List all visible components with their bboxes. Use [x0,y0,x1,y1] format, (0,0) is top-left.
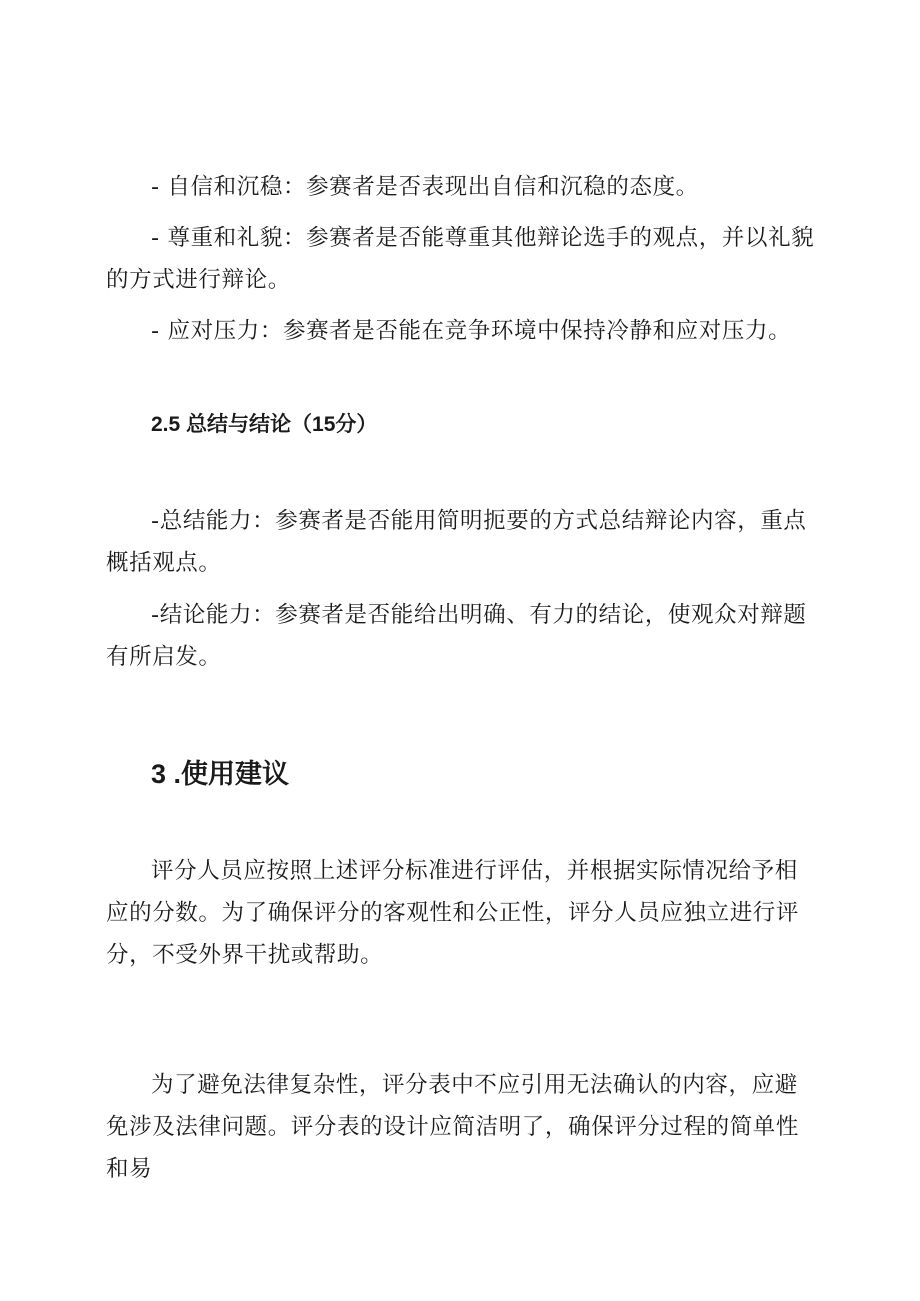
usage-paragraph-2: 为了避免法律复杂性，评分表中不应引用无法确认的内容，应避免涉及法律问题。评分表的设计应简洁明了，确保评分过程的简单性和易 [106,1072,800,1182]
criterion-summary: -总结能力：参赛者是否能用简明扼要的方式总结辩论内容，重点概括观点。 [106,508,807,576]
criterion-conclusion: -结论能力：参赛者是否能给出明确、有力的结论，使观众对辩题有所启发。 [106,602,807,670]
section-2-5-heading: 2.5 总结与结论（15分） [151,413,378,436]
criterion-pressure: - 应对压力：参赛者是否能在竞争环境中保持冷静和应对压力。 [151,318,792,344]
criterion-confidence: - 自信和沉稳：参赛者是否表现出自信和沉稳的态度。 [151,174,699,200]
criterion-respect: - 尊重和礼貌：参赛者是否能尊重其他辩论选手的观点，并以礼貌的方式进行辩论。 [106,225,815,293]
section-3-heading: 3 .使用建议 [151,759,290,789]
usage-paragraph-1: 评分人员应按照上述评分标准进行评估，并根据实际情况给予相应的分数。为了确保评分的客观性和公正性，评分人员应独立进行评分，不受外界干扰或帮助。 [106,858,800,968]
